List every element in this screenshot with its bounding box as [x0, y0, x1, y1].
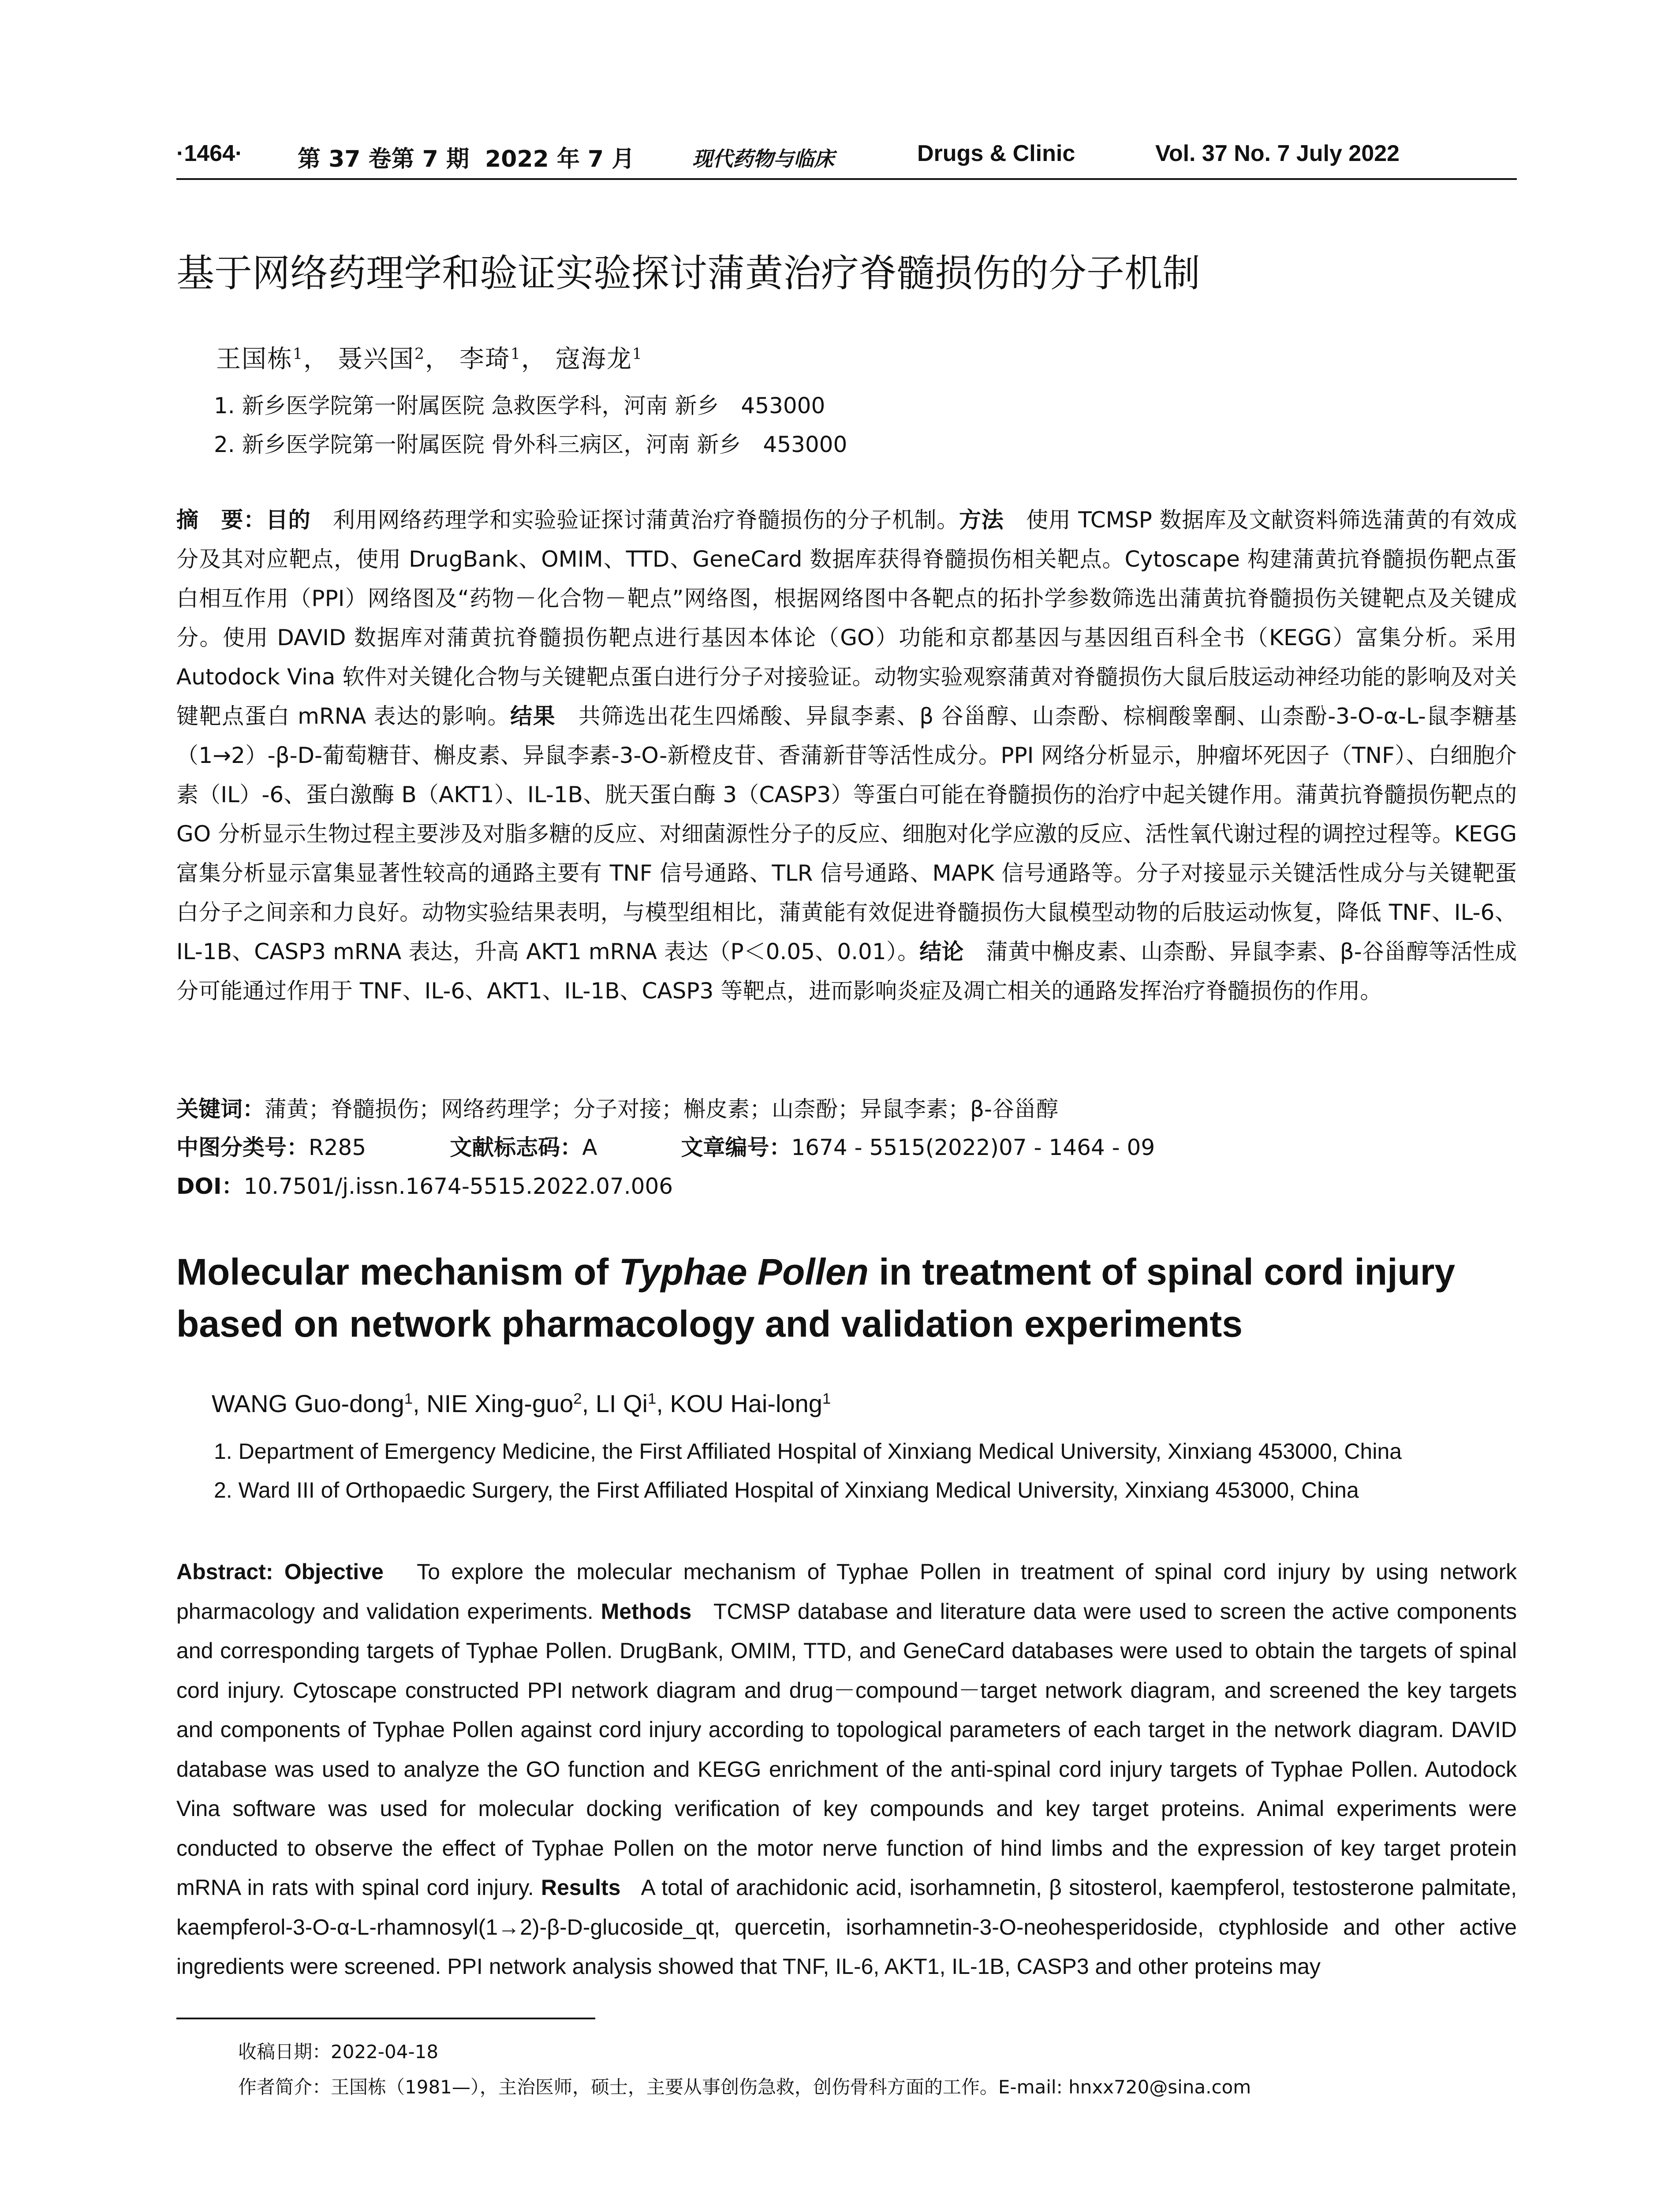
- volume-cn: 第 37 卷第 7 期: [298, 146, 469, 172]
- running-header: [176, 140, 1517, 180]
- abstract-cn: 摘 要：目的 利用网络药理学和实验验证探讨蒲黄治疗脊髓损伤的分子机制。方法 使用 TCMSP 数据库及文献资料筛选蒲黄的有效成分及其对应靶点，使用 DrugBank、OMIM、TTD、GeneCard 数据库获得脊髓损伤相关靶点。Cytoscape 构建蒲黄抗脊髓损伤靶点蛋白相互作用（PPI）网络图及“药物－化合物－靶点”网络图，根据网络图中各靶点的拓扑学参数筛选出蒲黄抗脊髓损伤关键靶点及关键成分。使用 DAVID 数据库对蒲黄抗脊髓损伤靶点进行基因本体论（GO）功能和京都基因与基因组百科全书（KEGG）富集分析。采用 Autodock Vina 软件对关键化合物与关键靶点蛋白进行分子对接验证。动物实验观察蒲黄对脊髓损伤大鼠后肢运动神经功能的影响及对关键靶点蛋白 mRNA 表达的影响。结果 共筛选出花生四烯酸、异鼠李素、β 谷甾醇、山柰酚、棕榈酸睾酮、山柰酚-3-O-α-L-鼠李糖基（1→2）-β-D-葡萄糖苷、槲皮素、异鼠李素-3-O-新橙皮苷、香蒲新苷等活性成分。PPI 网络分析显示，肿瘤坏死因子（TNF）、白细胞介素（IL）-6、蛋白激酶 B（AKT1）、IL-1B、胱天蛋白酶 3（CASP3）等蛋白可能在脊髓损伤的治疗中起关键作用。蒲黄抗脊髓损伤靶点的 GO 分析显示生物过程主要涉及对脂多糖的反应、对细菌源性分子的反应、细胞对化学应激的反应、活性氧代谢过程的调控过程等。KEGG 富集分析显示富集显著性较高的通路主要有 TNF 信号通路、TLR 信号通路、MAPK 信号通路等。分子对接显示关键活性成分与关键靶蛋白分子之间亲和力良好。动物实验结果表明，与模型组相比，蒲黄能有效促进脊髓损伤大鼠模型动物的后肢运动恢复，降低 TNF、IL-6、IL-1B、CASP3 mRNA 表达，升高 AKT1 mRNA 表达（P＜0.05、0.01）。结论 蒲黄中槲皮素、山柰酚、异鼠李素、β-谷甾醇等活性成分可能通过作用于 TNF、IL-6、AKT1、IL-1B、CASP3 等靶点，进而影响炎症及凋亡相关的通路发挥治疗脊髓损伤的作用。: [176, 507, 1517, 1004]
- footnote-received: 收稿日期：2022-04-18: [238, 2041, 439, 2063]
- volume-en: Vol. 37 No. 7 July 2022: [1155, 141, 1400, 166]
- page-number: ·1464·: [176, 141, 243, 166]
- abstract-en: Abstract: Objective To explore the molecular mechanism of Typhae Pollen in treatment of spinal cord injury by using network pharmacology and validation experiments. Methods TCMSP database and literature data were used to screen the active components and corresponding targets of Typhae Pollen. DrugBank, OMIM, TTD, and GeneCard databases were used to obtain the targets of spinal cord injury. Cytoscape constructed PPI network diagram and drug－compound－target network diagram, and screened the key targets and components of Typhae Pollen against cord injury according to topological parameters of each target in the network diagram. DAVID database was used to analyze the GO function and KEGG enrichment of the anti-spinal cord injury targets of Typhae Pollen. Autodock Vina software was used for molecular docking verification of key compounds and key target proteins. Animal experiments were conducted to observe the effect of Typhae Pollen on the motor nerve function of hind limbs and the expression of key target protein mRNA in rats with spinal cord injury. Results A total of arachidonic acid, isorhamnetin, β sitosterol, kaempferol, testosterone palmitate, kaempferol-3-O-α-L-rhamnosyl(1→2)-β-D-glucoside_qt, quercetin, isorhamnetin-3-O-neohesperidoside, ctyphloside and other active ingredients were screened. PPI network analysis showed that TNF, IL-6, AKT1, IL-1B, CASP3 and other proteins may: [176, 1559, 1517, 1979]
- affiliation-cn-2: 2. 新乡医学院第一附属医院 骨外科三病区，河南 新乡 453000: [214, 432, 847, 457]
- classification-line: 中图分类号：R285 文献标志码：A 文章编号：1674 - 5515(2022)07 - 1464 - 09: [176, 1135, 1155, 1160]
- authors-en: WANG Guo-dong$^1$, NIE Xing-guo$^2$, LI Qi$^1$, KOU Hai-long$^1$: [212, 1390, 831, 1417]
- journal-name-en: Drugs & Clinic: [917, 141, 1075, 166]
- date-cn: 2022 年 7 月: [485, 146, 635, 172]
- author-name: LI Qi: [595, 1390, 648, 1417]
- author-name: 聂兴国: [337, 345, 414, 374]
- article-title-en: Molecular mechanism of Typhae Pollen in treatment of spinal cord injury based on network pharmacology and validation experiments: [176, 1251, 1456, 1345]
- doi-line: DOI：10.7501/j.issn.1674-5515.2022.07.006: [176, 1174, 673, 1199]
- footnote-author: 作者简介：王国栋（1981—），主治医师，硕士，主要从事创伤急救，创伤骨科方面的工作。E-mail: hnxx720@sina.com: [238, 2076, 1251, 2098]
- authors-cn: 王国栋$^1$， 聂兴国$^2$， 李琦$^1$， 寇海龙$^1$: [216, 345, 643, 374]
- footnote-rule: [176, 2018, 595, 2019]
- author-name: 王国栋: [216, 345, 293, 374]
- journal-name-cn: 现代药物与临床: [692, 147, 834, 171]
- author-name: WANG Guo-dong: [212, 1390, 404, 1417]
- author-name: 寇海龙: [555, 345, 632, 374]
- keywords-cn: 关键词：蒲黄；脊髓损伤；网络药理学；分子对接；槲皮素；山柰酚；异鼠李素；β-谷甾醇: [176, 1096, 1058, 1122]
- author-name: 李琦: [459, 345, 511, 374]
- affiliation-en-1: 1. Department of Emergency Medicine, the First Affiliated Hospital of Xinxiang Medical University, Xinxiang 453000, China: [214, 1439, 1402, 1464]
- author-name: NIE Xing-guo: [426, 1390, 574, 1417]
- affiliation-en-2: 2. Ward III of Orthopaedic Surgery, the First Affiliated Hospital of Xinxiang Medical University, Xinxiang 453000, China: [214, 1478, 1359, 1502]
- article-title-cn: 基于网络药理学和验证实验探讨蒲黄治疗脊髓损伤的分子机制: [176, 251, 1200, 295]
- affiliation-cn-1: 1. 新乡医学院第一附属医院 急救医学科，河南 新乡 453000: [214, 393, 825, 419]
- author-name: KOU Hai-long: [670, 1390, 822, 1417]
- header-rule: [176, 178, 1517, 180]
